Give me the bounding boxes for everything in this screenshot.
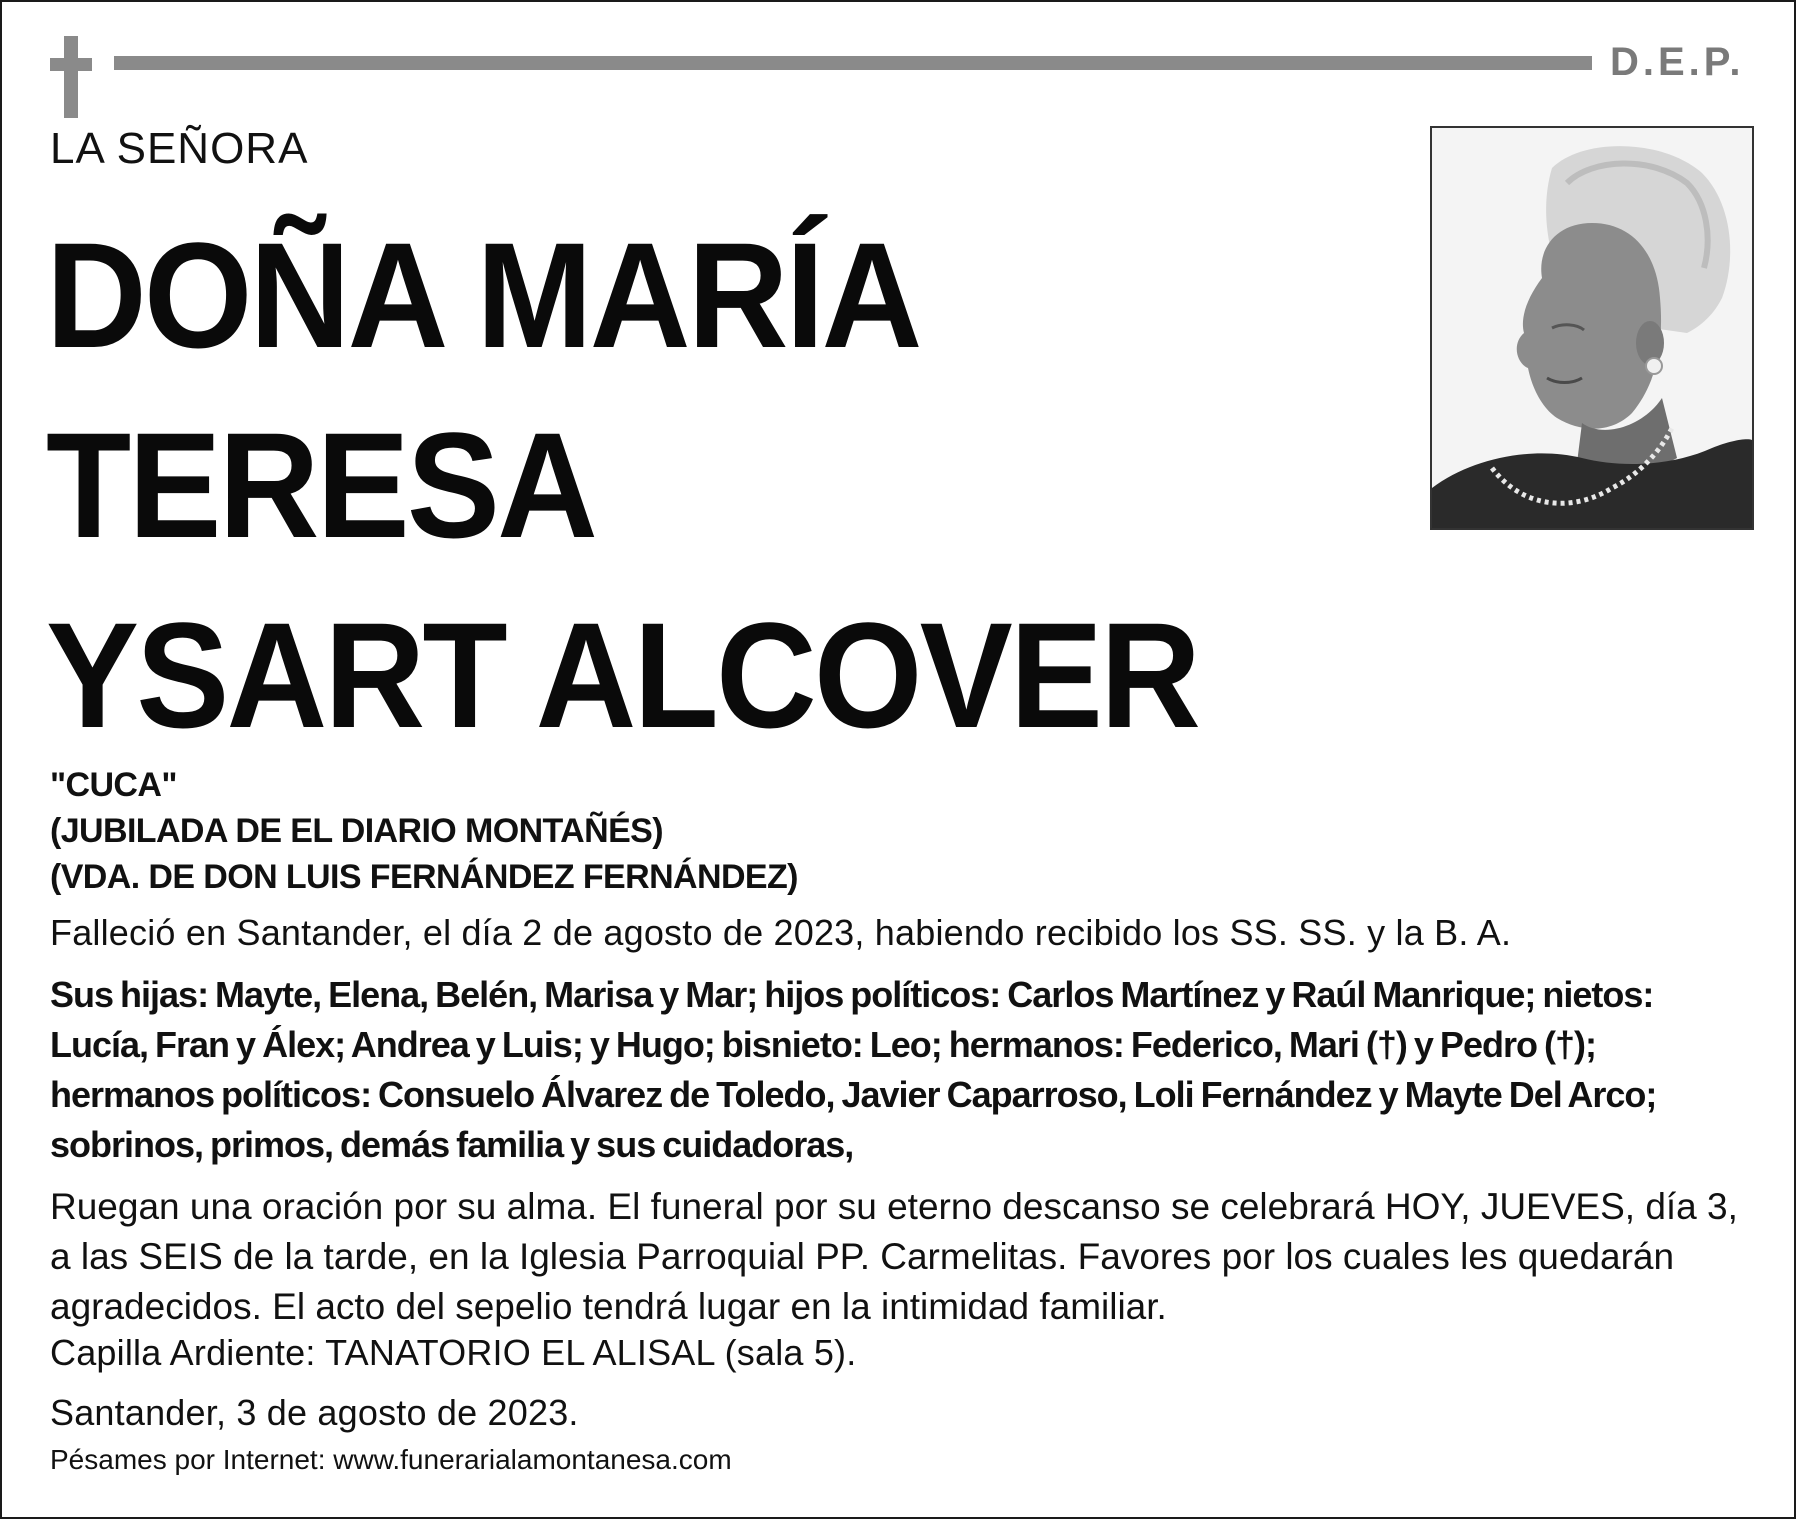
portrait-photo (1430, 126, 1754, 530)
name-line-1: DOÑA MARÍA (46, 211, 920, 379)
honorific: LA SEÑORA (50, 124, 309, 173)
latin-cross-icon (50, 36, 92, 118)
name-line-2: TERESA (46, 401, 596, 569)
header-rule (114, 56, 1592, 70)
condolences-link: Pésames por Internet: www.funerarialamontanesa.com (50, 1444, 732, 1475)
funeral-info: Ruegan una oración por su alma. El funeral por su eterno descanso se celebrará HOY, JUEVES, día 3, a las SEIS de la tarde, en la Iglesia Parroquial PP. Carmelitas. Favores por los cuales les quedarán agradecidos. El acto del sepelio tendrá lugar en la intimidad familiar. (50, 1186, 1738, 1327)
date-place: Santander, 3 de agosto de 2023. (50, 1392, 579, 1433)
chapel-info: Capilla Ardiente: TANATORIO EL ALISAL (sala 5). (50, 1332, 857, 1373)
family-list: Sus hijas: Mayte, Elena, Belén, Marisa y Mar; hijos políticos: Carlos Martínez y Raúl Manrique; nietos: Lucía, Fran y Álex; Andrea y Luis; y Hugo; bisnieto: Leo; hermanos: Federico, Mari (†) y Pedro (†); hermanos políticos: Consuelo Álvarez de Toledo, Javier Caparroso, Loli Fernández y Mayte Del Arco; sobrinos, primos, demás familia y sus cuidadoras, (50, 974, 1657, 1165)
portrait-illustration (1432, 128, 1752, 528)
nickname: "CUCA" (50, 766, 177, 804)
death-notice: Falleció en Santander, el día 2 de agosto de 2023, habiendo recibido los SS. SS. y la B. A. (50, 912, 1512, 953)
note-widow: (VDA. DE DON LUIS FERNÁNDEZ FERNÁNDEZ) (50, 858, 798, 896)
note-retired: (JUBILADA DE EL DIARIO MONTAÑÉS) (50, 812, 663, 850)
dep-mark: D.E.P. (1610, 40, 1745, 84)
name-line-3: YSART ALCOVER (46, 591, 1199, 759)
